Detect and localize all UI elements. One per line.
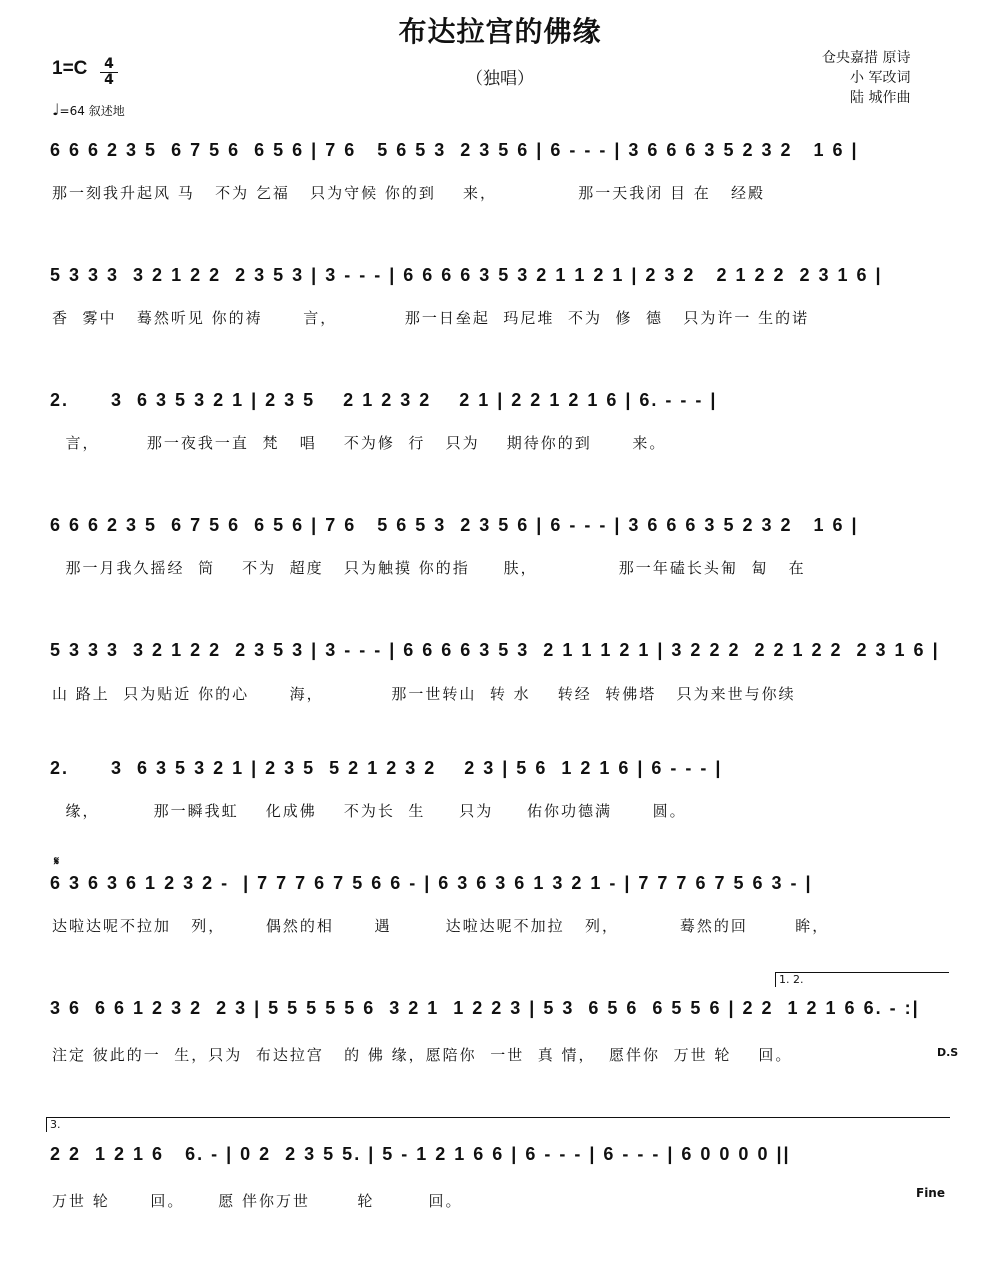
time-signature-top: 4	[104, 56, 114, 72]
notes-row-8: 3 6 6 6 1 2 3 2 2 3 | 5 5 5 5 5 6 3 2 1 1 2 2 3 | 5 3 6 5 6 6 5 5 6 | 2 2 1 2 1 6 6. - :|	[50, 998, 920, 1018]
quarter-note-icon: ♩	[52, 100, 60, 119]
lyrics-row-4: 那一月我久摇经 筒 不为 超度 只为触摸 你的指 肤， 那一年磕长头匍 匐 在	[52, 559, 806, 577]
credit-composer: 陆 城作曲	[850, 90, 911, 106]
lyrics-row-7: 达啦达呢不拉加 列， 偶然的相 遇 达啦达呢不加拉 列， 蓦然的回 眸，	[52, 917, 830, 935]
notes-row-6: 2. 3 6 3 5 3 2 1 | 2 3 5 5 2 1 2 3 2 2 3 | 5 6 1 2 1 6 | 6 - - - |	[50, 758, 723, 778]
notes-row-7: 6 3 6 3 6 1 2 3 2 - | 7 7 7 6 7 5 6 6 - | 6 3 6 3 6 1 3 2 1 - | 7 7 7 6 7 5 6 3 - |	[50, 873, 813, 893]
score-row-6	[50, 758, 950, 782]
score-row-8	[50, 998, 950, 1022]
lyrics-row-8: 注定 彼此的一 生，只为 布达拉宫 的 佛 缘，愿陪你 一世 真 情， 愿伴你 万世 轮 回。	[52, 1046, 793, 1064]
notes-row-3: 2. 3 6 3 5 3 2 1 | 2 3 5 2 1 2 3 2 2 1 | 2 2 1 2 1 6 | 6. - - - |	[50, 390, 718, 410]
score-row-7	[50, 873, 950, 897]
score-row-3	[50, 390, 950, 414]
notes-row-9: 2 2 1 2 1 6 6. - | 0 2 2 3 5 5. | 5 - 1 2 1 6 6 | 6 - - - | 6 - - - | 6 0 0 0 0 ||	[50, 1144, 791, 1164]
segno-icon: 𝄋	[54, 854, 60, 868]
credits	[822, 48, 910, 108]
song-title: 布达拉宫的佛缘	[398, 15, 602, 48]
score-row-9	[50, 1144, 950, 1168]
notes-row-5: 5 3 3 3 3 2 1 2 2 2 3 5 3 | 3 - - - | 6 6 6 6 3 5 3 2 1 1 1 2 1 | 3 2 2 2 2 2 1 2 2 2 3 1 6 |	[50, 640, 940, 660]
notes-row-4: 6 6 6 2 3 5 6 7 5 6 6 5 6 | 7 6 5 6 5 3 2 3 5 6 | 6 - - - | 3 6 6 6 3 5 2 3 2 1 6 |	[50, 515, 859, 535]
dal-segno-mark: D.S	[937, 1046, 959, 1059]
volta-3-label: 3.	[50, 1118, 61, 1131]
tempo-expression: 叙述地	[88, 104, 125, 118]
lyrics-row-5: 山 路上 只为贴近 你的心 海， 那一世转山 转 水 转经 转佛塔 只为来世与你续	[52, 685, 796, 703]
volta-1-2-label: 1. 2.	[779, 973, 804, 986]
lyrics-row-6: 缘， 那一瞬我虹 化成佛 不为长 生 只为 佑你功德满 圆。	[52, 802, 687, 820]
time-signature-bottom: 4	[104, 72, 114, 88]
score-row-5	[50, 640, 950, 664]
fine-mark: Fine	[916, 1186, 945, 1200]
lyrics-row-9: 万世 轮 回。 愿 伴你万世 轮 回。	[52, 1192, 463, 1210]
performance-type: （独唱）	[466, 69, 534, 89]
lyrics-row-2: 香 雾中 蓦然听见 你的祷 言， 那一日垒起 玛尼堆 不为 修 德 只为许一 生的诺	[52, 309, 810, 327]
score-row-1	[50, 140, 950, 164]
tempo-marking	[52, 100, 125, 119]
tempo-bpm: =64	[59, 104, 85, 118]
lyrics-row-3: 言， 那一夜我一直 梵 唱 不为修 行 只为 期待你的到 来。	[52, 434, 667, 452]
lyrics-row-1: 那一刻我升起风 马 不为 乞福 只为守候 你的到 来， 那一天我闭 目 在 经殿	[52, 184, 766, 202]
key-signature: 1=C	[52, 58, 88, 79]
volta-1-2	[775, 972, 949, 987]
volta-3	[46, 1117, 950, 1132]
credit-lyrics: 小 军改词	[850, 70, 911, 86]
score-row-4	[50, 515, 950, 539]
notes-row-2: 5 3 3 3 3 2 1 2 2 2 3 5 3 | 3 - - - | 6 6 6 6 3 5 3 2 1 1 2 1 | 2 3 2 2 1 2 2 2 3 1 6 |	[50, 265, 883, 285]
credit-poem: 仓央嘉措 原诗	[822, 50, 911, 66]
notes-row-1: 6 6 6 2 3 5 6 7 5 6 6 5 6 | 7 6 5 6 5 3 2 3 5 6 | 6 - - - | 3 6 6 6 3 5 2 3 2 1 6 |	[50, 140, 859, 160]
score-row-2	[50, 265, 950, 289]
